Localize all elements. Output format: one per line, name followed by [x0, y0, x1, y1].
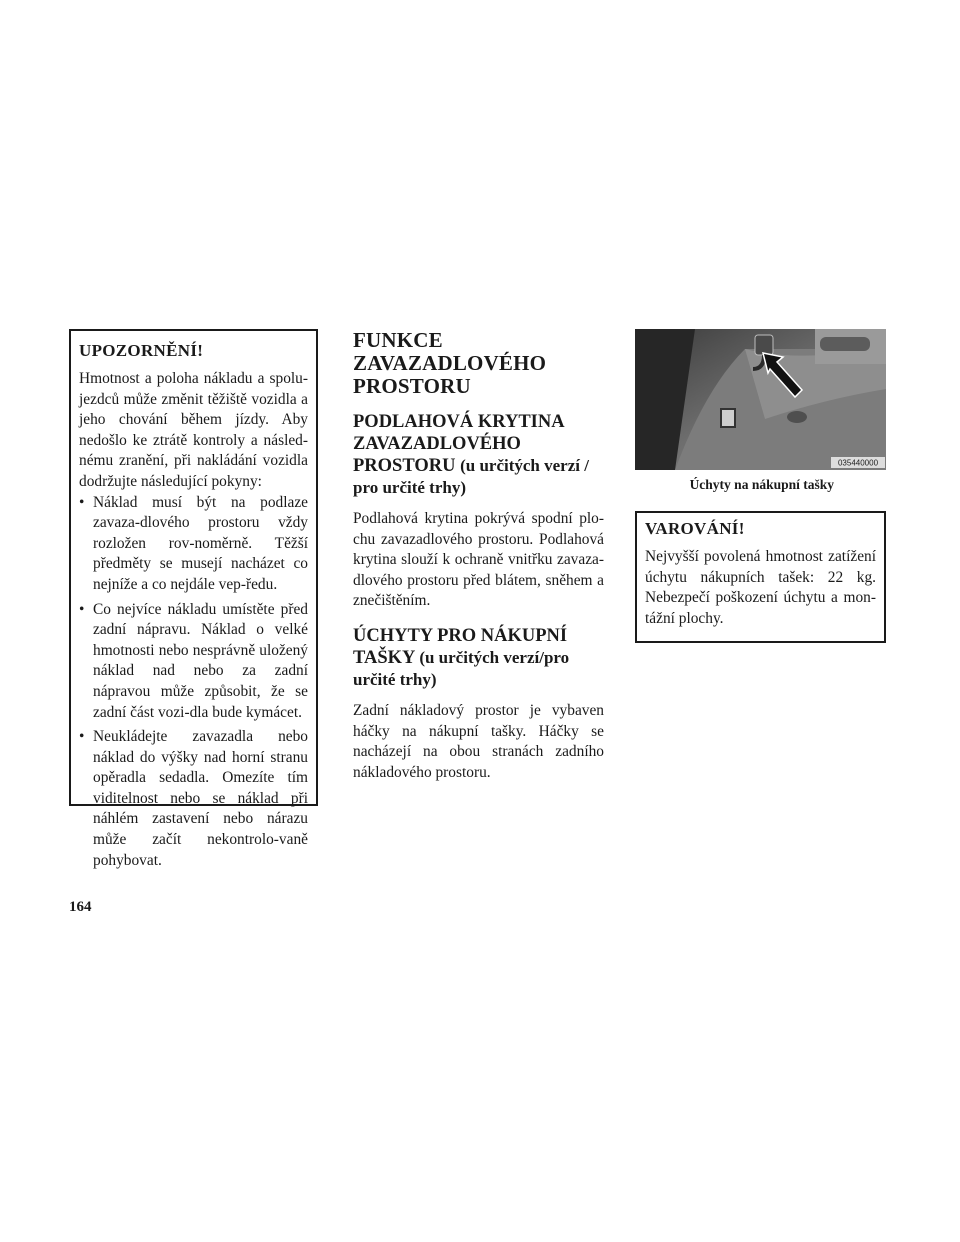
- caution-bullet: [79, 600, 308, 724]
- hooks-heading: [353, 625, 604, 691]
- section-title: FUNKCE ZAVAZADLOVÉHO PROSTORU: [353, 328, 547, 398]
- page-number: 164: [69, 899, 92, 915]
- caution-bullet-text: Co nejvíce nákladu umístěte před zadní nápravu. Náklad o velké hmotnosti nebo nesprávně uložený náklad nad nebo za zadní nápravou může způsobit, že se zadní část vozi-dla bude kymácet.: [93, 600, 308, 721]
- figure-caption: Úchyty na nákupní tašky: [689, 477, 834, 492]
- figure-code: 035440000: [837, 458, 879, 468]
- hooks-text: Zadní nákladový prostor je vybaven háčky na nákupní tašky. Háčky se nacházejí na obou stranách zadního nákladového prostoru.: [353, 701, 604, 781]
- bullet-icon: •: [79, 728, 85, 746]
- caution-bullet: [79, 727, 308, 871]
- warning-text: Nejvyšší povolená hmotnost zatížení úchytu nákupních tašek: 22 kg. Nebezpečí poškození úchytu a mon-tážní plochy.: [645, 548, 876, 627]
- hooks-heading-text: ÚCHYTY PRO NÁKUPNÍ TAŠKY: [353, 625, 568, 668]
- warning-title: VAROVÁNÍ!: [645, 519, 745, 538]
- caution-list: [79, 493, 308, 872]
- hooks-qualifier: (u určitých verzí/pro určité trhy): [353, 647, 570, 689]
- warning-box: [635, 511, 886, 643]
- caution-intro: Hmotnost a poloha nákladu a spolu-jezdců může změnit těžiště vozidla a jeho chování během jízdy. Aby nedošlo ke ztrátě kontroly a násled-nému zranění, při nakládání vozidla dodržujte následující pokyny:: [79, 370, 308, 490]
- floor-cover-text: Podlahová krytina pokrývá spodní plo-chu zavazadlového prostoru. Podlahová krytina slouží k ochraně vnitřku zavaza-dlového prostoru před blátem, sněhem a znečištěním.: [353, 510, 604, 610]
- left-column: [69, 329, 318, 869]
- right-column: [635, 329, 886, 643]
- caution-bullet-text: Neukládejte zavazadla nebo náklad do výšky nad horní stranu opěradla sedadla. Omezíte tím viditelnost nebo se náklad při náhlém zastavení nebo nárazu může začít nekontrolo-vaně pohybovat.: [93, 728, 308, 869]
- middle-column: [353, 329, 604, 791]
- caution-box: [69, 329, 318, 869]
- bullet-icon: •: [79, 493, 85, 511]
- floor-cover-heading: [353, 411, 604, 499]
- caution-bullet-text: Náklad musí být na podlaze zavaza-dlového prostoru vždy rozložen rov-noměrně. Těžší předměty se musejí nacházet co nejníže a co nejdále vep-ředu.: [93, 493, 308, 593]
- trunk-hook-photo: [635, 329, 886, 470]
- caution-title: UPOZORNĚNÍ!: [79, 341, 204, 360]
- bullet-icon: •: [79, 600, 85, 618]
- floor-cover-qualifier: (u určitých verzí / pro určité trhy): [353, 456, 589, 497]
- caution-bullet: [79, 493, 308, 596]
- trunk-hook-illustration: [635, 329, 886, 470]
- floor-cover-heading-text: PODLAHOVÁ KRYTINA ZAVAZADLOVÉHO PROSTORU: [353, 412, 564, 476]
